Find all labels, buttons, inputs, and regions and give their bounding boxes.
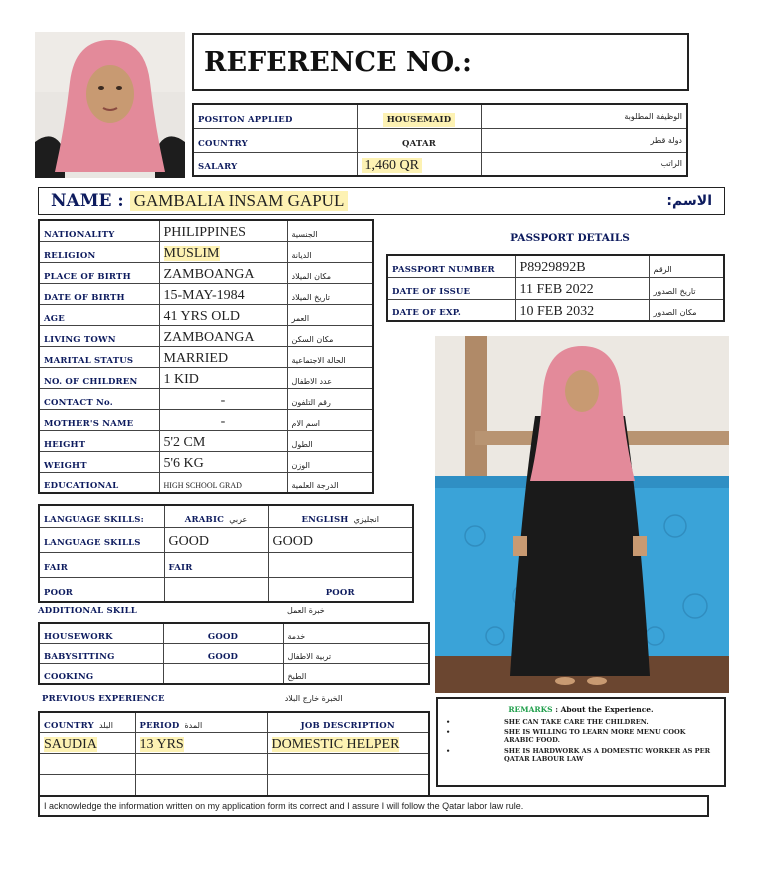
- table-row: [39, 347, 373, 368]
- arabic-col-ar: عربي: [229, 514, 248, 524]
- field-value: PHILIPPINES: [163, 225, 246, 240]
- field-value: 5'6 KG: [163, 456, 204, 471]
- table-row: [387, 255, 724, 277]
- remark-text: SHE IS HARDWORK AS A DOMESTIC WORKER AS PER QATAR LABOUR LAW: [504, 746, 711, 763]
- language-row-label: LANGUAGE SKILLS: [44, 538, 141, 548]
- bullet-icon: •: [446, 718, 451, 726]
- field-value: HIGH SCHOOL GRAD: [163, 481, 242, 491]
- personal-details-table: [38, 219, 374, 494]
- field-value: ZAMBOANGA: [163, 330, 255, 345]
- field-value: -: [220, 393, 226, 408]
- name-label: NAME :: [51, 191, 124, 211]
- country-arabic: دولة قطر: [650, 135, 682, 145]
- language-header-label: LANGUAGE SKILLS:: [44, 514, 144, 525]
- field-label: CONTACT No.: [44, 397, 113, 408]
- english-col-label: ENGLISH: [301, 514, 349, 525]
- table-row: [39, 775, 429, 796]
- field-arabic: تاريخ الميلاد: [291, 292, 330, 302]
- table-row: [39, 733, 429, 754]
- field-value: MUSLIM: [163, 246, 220, 261]
- field-value: 41 YRS OLD: [163, 309, 240, 324]
- field-label: LIVING TOWN: [44, 334, 116, 345]
- exp-country-col-ar: البلد: [99, 721, 113, 730]
- passport-arabic: مكان الصدور: [653, 308, 697, 318]
- skill-value: GOOD: [207, 652, 239, 662]
- passport-value: 11 FEB 2022: [519, 282, 594, 297]
- additional-skill-title: ADDITIONAL SKILL: [38, 606, 137, 616]
- skill-arabic: الطبخ: [287, 672, 307, 681]
- field-value: -: [220, 414, 226, 429]
- field-label: MOTHER'S NAME: [44, 418, 134, 429]
- skill-value: GOOD: [207, 632, 239, 642]
- table-row: [39, 326, 373, 347]
- remark-item: [446, 728, 716, 744]
- field-arabic: مكان الميلاد: [291, 271, 332, 281]
- applicant-full-photo: [435, 336, 729, 693]
- exp-job-col: JOB DESCRIPTION: [300, 721, 395, 731]
- language-english-value: GOOD: [272, 533, 313, 549]
- table-row: [39, 623, 429, 644]
- table-row: [39, 305, 373, 326]
- field-arabic: مكان السكن: [291, 334, 334, 344]
- name-value: GAMBALIA INSAM GAPUL: [130, 191, 349, 211]
- field-arabic: الجنسية: [291, 229, 318, 239]
- table-row: [39, 552, 413, 577]
- table-row: [39, 368, 373, 389]
- passport-table: [386, 254, 725, 322]
- field-arabic: رقم التلفون: [291, 397, 331, 407]
- table-row: [39, 389, 373, 410]
- salary-arabic: الراتب: [660, 159, 682, 169]
- remark-item: [446, 718, 716, 726]
- language-arabic-value: GOOD: [168, 533, 209, 549]
- table-row: [39, 473, 373, 494]
- exp-country-col: COUNTRY: [44, 721, 94, 731]
- language-row-label: POOR: [44, 587, 74, 598]
- passport-arabic: الرقم: [653, 264, 672, 274]
- field-label: MARITAL STATUS: [44, 355, 134, 366]
- salary-label: SALARY: [198, 162, 238, 173]
- field-label: NATIONALITY: [44, 229, 115, 240]
- remark-text: SHE IS WILLING TO LEARN MORE MENU COOK ARABIC FOOD.: [504, 728, 686, 745]
- table-row: [193, 152, 687, 176]
- table-row: [39, 754, 429, 775]
- remarks-suffix: : About the Experience.: [555, 705, 654, 714]
- remarks-label: REMARKS: [508, 705, 553, 714]
- table-row: [39, 527, 413, 552]
- table-row: [193, 128, 687, 152]
- table-row: [39, 712, 429, 733]
- reference-box: [192, 33, 689, 91]
- field-arabic: الوزن: [291, 460, 311, 470]
- name-arabic: الاسم:: [666, 193, 712, 209]
- remarks-heading: [446, 705, 716, 714]
- position-value: HOUSEMAID: [383, 113, 456, 127]
- exp-period-col-ar: المدة: [184, 721, 203, 730]
- table-row: [387, 277, 724, 299]
- experience-title: PREVIOUS EXPERIENCE: [42, 694, 165, 704]
- field-arabic: اسم الام: [291, 418, 321, 428]
- language-english-value: POOR: [325, 587, 355, 598]
- table-row: [387, 299, 724, 321]
- table-row: [39, 644, 429, 664]
- acknowledgement-box: [38, 795, 709, 817]
- language-row-label: FAIR: [44, 563, 68, 573]
- field-arabic: الدرجة العلمية: [291, 481, 339, 491]
- table-row: [39, 242, 373, 263]
- skill-arabic: خدمة: [287, 632, 306, 641]
- table-row: [39, 664, 429, 685]
- exp-period-col: PERIOD: [139, 721, 180, 731]
- field-arabic: الديانة: [291, 250, 312, 260]
- field-label: DATE OF BIRTH: [44, 292, 125, 303]
- additional-skill-table: [38, 622, 430, 685]
- remark-item: [446, 747, 716, 763]
- experience-table: [38, 711, 430, 797]
- position-label: POSITON APPLIED: [198, 114, 293, 125]
- additional-skill-title-arabic: خبرة العمل: [286, 606, 325, 615]
- passport-value: P8929892B: [519, 260, 586, 276]
- passport-label: DATE OF ISSUE: [392, 286, 471, 297]
- bullet-icon: •: [446, 728, 451, 737]
- acknowledgement-text: I acknowledge the information written on my application form its correct and I assure I will follow the Qatar labor law rule.: [44, 801, 524, 811]
- arabic-col-label: ARABIC: [184, 514, 225, 525]
- skill-arabic: تربية الاطفال: [287, 652, 332, 661]
- exp-job: DOMESTIC HELPER: [271, 737, 400, 752]
- table-row: [39, 577, 413, 602]
- language-arabic-value: FAIR: [168, 563, 193, 573]
- passport-arabic: تاريخ الصدور: [653, 286, 696, 296]
- field-label: EDUCATIONAL: [44, 481, 119, 492]
- position-arabic: الوظيفة المطلوبة: [624, 111, 682, 121]
- field-arabic: عدد الاطفال: [291, 376, 333, 386]
- english-col-ar: انجليزي: [353, 514, 379, 524]
- table-row: [39, 505, 413, 527]
- field-value: 15-MAY-1984: [163, 288, 245, 303]
- field-value: ZAMBOANGA: [163, 267, 255, 282]
- field-label: AGE: [44, 313, 65, 324]
- position-table: [192, 103, 688, 177]
- additional-skill-header: [38, 606, 414, 616]
- skill-label: HOUSEWORK: [44, 632, 113, 642]
- skill-label: BABYSITTING: [44, 652, 115, 662]
- name-bar: [38, 187, 725, 215]
- field-arabic: الطول: [291, 439, 313, 449]
- experience-title-arabic: الخبرة خارج البلاد: [284, 694, 343, 703]
- applicant-headshot: [35, 32, 185, 178]
- reference-label: REFERENCE NO.:: [204, 46, 472, 78]
- exp-period: 13 YRS: [139, 737, 184, 752]
- table-row: [39, 452, 373, 473]
- field-label: NO. OF CHILDREN: [44, 376, 138, 387]
- passport-label: PASSPORT NUMBER: [392, 264, 495, 275]
- table-row: [39, 431, 373, 452]
- country-label: COUNTRY: [198, 138, 248, 149]
- skill-label: COOKING: [44, 672, 94, 682]
- table-row: [39, 220, 373, 242]
- table-row: [39, 263, 373, 284]
- field-value: 5'2 CM: [163, 435, 206, 450]
- table-row: [39, 284, 373, 305]
- remarks-list: [446, 718, 716, 763]
- remarks-box: [436, 697, 726, 787]
- exp-country: SAUDIA: [44, 737, 97, 752]
- passport-label: DATE OF EXP.: [392, 308, 462, 319]
- field-label: RELIGION: [44, 250, 96, 261]
- field-label: HEIGHT: [44, 439, 86, 450]
- experience-header: [42, 694, 430, 704]
- passport-value: 10 FEB 2032: [519, 303, 595, 319]
- passport-title: PASSPORT DETAILS: [510, 232, 630, 244]
- field-arabic: الحالة الاجتماعية: [291, 355, 346, 365]
- field-label: PLACE OF BIRTH: [44, 271, 131, 282]
- salary-value: 1,460 QR: [362, 158, 422, 173]
- table-row: [39, 410, 373, 431]
- remark-text: SHE CAN TAKE CARE THE CHILDREN.: [504, 718, 649, 726]
- bullet-icon: •: [446, 746, 451, 755]
- field-value: 1 KID: [163, 372, 199, 387]
- language-skills-table: [38, 504, 414, 603]
- table-row: [193, 104, 687, 128]
- field-arabic: العمر: [291, 313, 310, 323]
- field-value: MARRIED: [163, 351, 229, 366]
- country-value: QATAR: [401, 138, 437, 149]
- field-label: WEIGHT: [44, 460, 87, 471]
